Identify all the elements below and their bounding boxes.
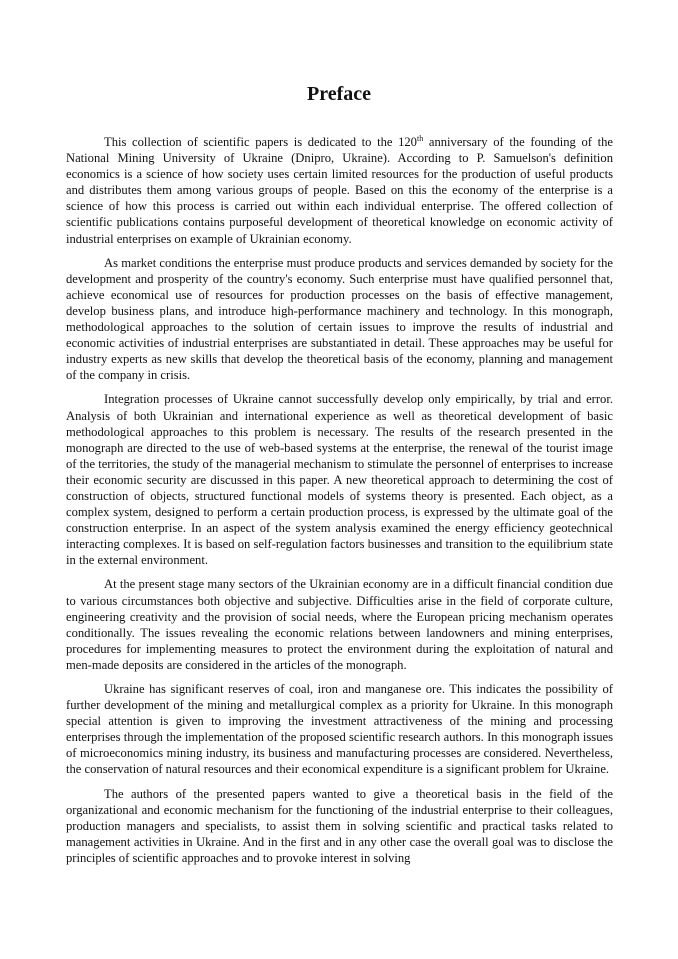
preface-body [66,134,613,874]
paragraph-1-text-end: anniversary of the founding of the National Mining University of Ukraine (Dnipro, Ukraine). According to P. Samuelson's definition economics is a science of how society uses certain limited resources for the production of useful products and distributes them among various groups of people. Based on this the economy of the enterprise is a science of how this process is carried out within each individual enterprise. The offered collection of scientific publications contains purposeful development of theoretical knowledge on economic activity of industrial enterprises on example of Ukrainian economy. [66,135,613,246]
paragraph-4: At the present stage many sectors of the Ukrainian economy are in a difficult financial condition due to various circumstances both objective and subjective. Difficulties arise in the field of corporate culture, engineering creativity and the provision of social needs, where the European pricing mechanism operates conditionally. The issues revealing the economic relations between landowners and mining enterprises, procedures for implementing measures to protect the environment during the exploitation of natural and men-made deposits are considered in the articles of the monograph. [66,577,613,672]
ordinal-superscript: th [416,133,424,143]
paragraph-2: As market conditions the enterprise must produce products and services demanded by society for the development and prosperity of the country's economy. Such enterprise must have qualified personnel that, achieve economical use of resources for production processes on the basis of effective management, develop business plans, and introduce high-performance machinery and technology. In this monograph, methodological approaches to the solution of certain issues to improve the results of industrial and economic activities of industrial enterprises are substantiated in detail. These approaches may be useful for industry experts as new skills that develop the theoretical basis of the economy, planning and management of the company in crisis. [66,255,613,383]
paragraph-3: Integration processes of Ukraine cannot successfully develop only empirically, by trial and error. Analysis of both Ukrainian and international experience as well as theoretical development of basic methodological approaches to this problem is necessary. The results of the research presented in the monograph are directed to the use of web-based systems at the enterprise, the renewal of the tourist image of the territories, the study of the managerial mechanism to stimulate the personnel of enterprises to increase their economic security are discussed in this paper. A new theoretical approach to determining the cost of construction of objects, structured functional models of systems theory is presented. Each object, as a complex system, designed to perform a certain production process, is expressed by the ultimate goal of the construction enterprise. In an aspect of the system analysis examined the energy efficiency geotechnical interacting complexes. It is based on self-regulation factors businesses and transition to the equilibrium state in the external environment. [66,392,613,568]
paragraph-1-text-start: This collection of scientific papers is dedicated to the 120 [104,135,417,149]
paragraph-6: The authors of the presented papers wanted to give a theoretical basis in the field of the organizational and economic mechanism for the functioning of the industrial enterprise to their colleagues, production managers and specialists, to assist them in solving scientific and practical tasks related to management activities in Ukraine. And in the first and in any other case the overall goal was to disclose the principles of scientific approaches and to provoke interest in solving [66,786,613,865]
paragraph-5: Ukraine has significant reserves of coal, iron and manganese ore. This indicates the possibility of further development of the mining and metallurgical complex as a priority for Ukraine. In this monograph special attention is given to improving the investment attractiveness of the mining and processing enterprises through the implementation of the proposed scientific research authors. In this monograph issues of microeconomics mining industry, its business and manufacturing processes are considered. Nevertheless, the conservation of natural resources and their economical expenditure is a significant problem for Ukraine. [66,682,613,777]
paragraph-1 [66,134,613,247]
page-title: Preface [306,83,372,105]
